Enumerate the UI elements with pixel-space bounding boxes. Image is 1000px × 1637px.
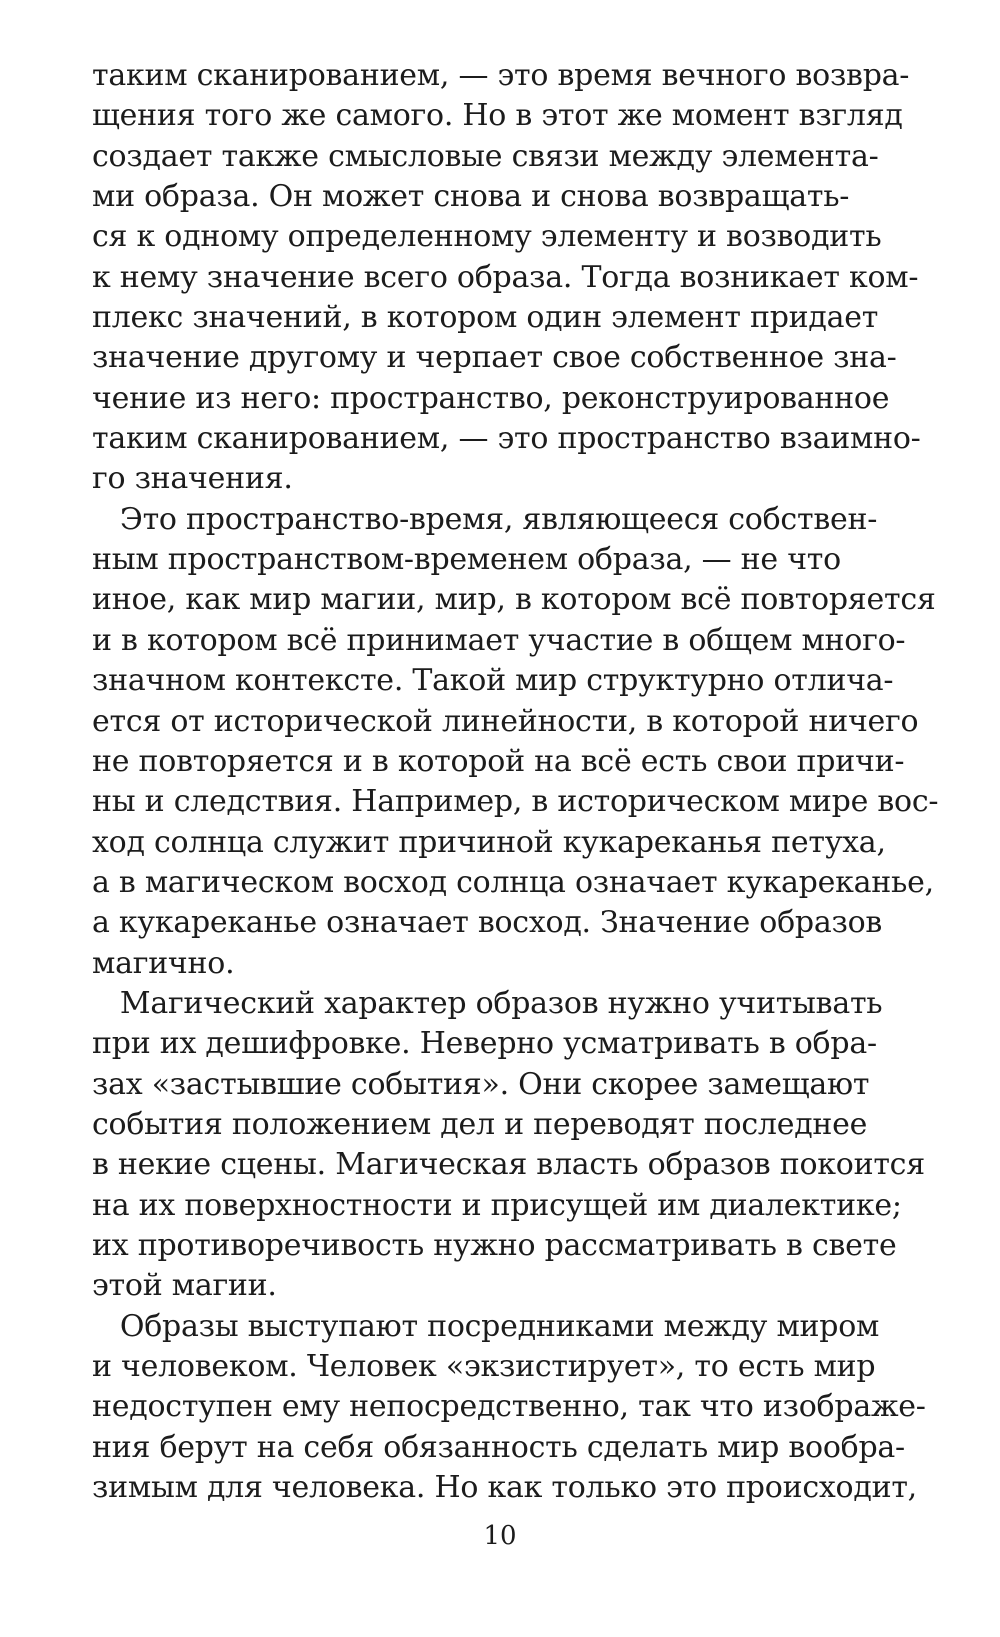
text-line: недоступен ему непосредственно, так что изображе- <box>92 1389 926 1425</box>
text-line: ход солнца служит причиной кукареканья петуха, <box>92 824 886 860</box>
text-line: создает также смысловые связи между элемента- <box>92 138 879 174</box>
text-line: этой магии. <box>92 1268 277 1304</box>
text-line: ся к одному определенному элементу и возводить <box>92 219 882 255</box>
text-line: ния берут на себя обязанность сделать мир вообра- <box>92 1429 905 1465</box>
text-line: зах «застывшие события». Они скорее замещают <box>92 1066 870 1102</box>
text-line: к нему значение всего образа. Тогда возникает ком- <box>92 259 919 295</box>
text-line: ется от исторической линейности, в которой ничего <box>92 703 919 739</box>
text-line: не повторяется и в которой на всё есть свои причи- <box>92 743 905 779</box>
page-number: 10 <box>483 1521 517 1551</box>
text-line: при их дешифровке. Неверно усматривать в обра- <box>92 1026 877 1062</box>
text-line: таким сканированием, — это время вечного возвра- <box>92 58 910 93</box>
text-line: го значения. <box>92 461 293 497</box>
text-line: чение из него: пространство, реконструированное <box>92 380 890 416</box>
text-line: плекс значений, в котором один элемент придает <box>92 300 879 336</box>
text-line: магично. <box>92 945 235 981</box>
text-line: ны и следствия. Например, в историческом мире вос- <box>92 784 939 820</box>
text-line: в некие сцены. Магическая власть образов покоится <box>92 1147 925 1183</box>
text-line: а в магическом восход солнца означает кукареканье, <box>92 864 934 900</box>
text-line: Образы выступают посредниками между миром <box>92 1308 880 1344</box>
text-line: значение другому и черпает свое собственное зна- <box>92 340 897 376</box>
text-line: значном контексте. Такой мир структурно отлича- <box>92 663 894 699</box>
text-line: и человеком. Человек «экзистирует», то есть мир <box>92 1349 876 1384</box>
text-line: таким сканированием, — это пространство взаимно- <box>92 421 921 457</box>
text-line: ным пространством-временем образа, — не что <box>92 542 841 578</box>
text-line: события положением дел и переводят последнее <box>92 1106 868 1142</box>
text-line: на их поверхностности и присущей им диалектике; <box>92 1187 902 1223</box>
text-line: и в котором всё принимает участие в общем много- <box>92 622 906 658</box>
text-line: иное, как мир магии, мир, в котором всё повторяется <box>92 582 936 618</box>
text-line: ми образа. Он может снова и снова возвращать- <box>92 179 850 215</box>
text-line: их противоречивость нужно рассматривать в свете <box>92 1227 897 1263</box>
text-line: щения того же самого. Но в этот же момент взгляд <box>92 98 903 134</box>
body-text <box>92 56 939 1508</box>
text-line: а кукареканье означает восход. Значение образов <box>92 905 883 941</box>
text-line: Это пространство-время, являющееся собствен- <box>92 501 878 537</box>
text-line: зимым для человека. Но как только это происходит, <box>92 1470 917 1506</box>
text-line: Магический характер образов нужно учитывать <box>92 985 883 1021</box>
